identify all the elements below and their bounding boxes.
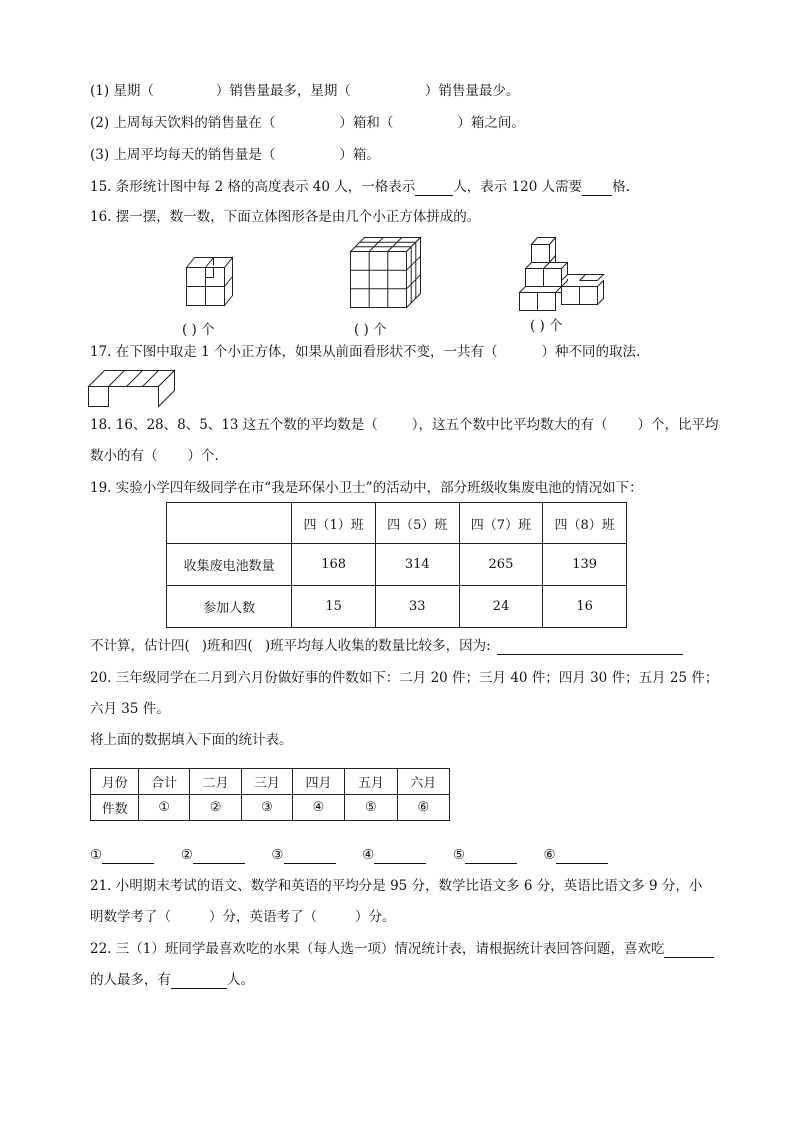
answer-blank[interactable] [415,181,453,196]
cube-row-figure [86,368,178,408]
cube-figure-2 [348,235,422,309]
answer-blank[interactable] [193,849,245,864]
question-20: 20. 三年级同学在二月到六月份做好事的件数如下：二月 20 件；三月 40 件；四月 30 件；五月 25 件； [90,670,719,686]
answer-blank[interactable] [171,974,227,989]
question-22: 22. 三（1）班同学最喜欢吃的水果（每人选一项）情况统计表，请根据统计表回答问题，喜欢吃 [90,940,714,958]
table-header-row: 月份 合计 二月 三月 四月 五月 六月 [91,769,450,795]
question-20-line-2: 六月 35 件。 [90,701,170,717]
cube-caption-2: ( ) 个 [354,322,387,338]
answer-blank[interactable] [582,181,612,196]
table-row: 收集废电池数量 168 314 265 139 [167,544,627,586]
question-19: 19. 实验小学四年级同学在市“我是环保小卫士”的活动中，部分班级收集废电池的情况如下： [90,480,643,496]
question-18: 18. 16、28、8、5、13 这五个数的平均数是（ ），这五个数中比平均数大的有（ ）个，比平均 [90,417,719,433]
question-21-line-2: 明数学考了（ ）分，英语考了（ ）分。 [90,909,396,925]
question-16: 16. 摆一摆，数一数，下面立体图形各是由几个小正方体拼成的。 [90,209,481,225]
answer-blank[interactable] [497,640,683,655]
cube-figure-3 [517,234,609,312]
answer-blank[interactable] [465,849,517,864]
q14-item-1: (1) 星期（ ）销售量最多，星期（ ）销售量最少。 [90,83,520,99]
table-header-row: 四（1）班 四（5）班 四（7）班 四（8）班 [167,503,627,544]
answer-blank[interactable] [374,849,426,864]
question-17: 17. 在下图中取走 1 个小正方体，如果从前面看形状不变，一共有（ ）种不同的取法. [90,344,641,360]
answer-blank[interactable] [284,849,336,864]
question-20-answers: ① ② ③ ④ ⑤ ⑥ [90,846,608,864]
question-21: 21. 小明期末考试的语文、数学和英语的平均分是 95 分，数学比语文多 6 分，英语比语文多 9 分，小 [90,878,703,894]
cube-caption-3: ( ) 个 [530,318,563,334]
answer-blank[interactable] [102,849,154,864]
question-15: 15. 条形统计图中每 2 格的高度表示 40 人，一格表示 人，表示 120 人需要 格. [90,179,630,195]
q14-item-2: (2) 上周每天饮料的销售量在（ ）箱和（ ）箱之间。 [90,115,525,131]
good-deeds-table [90,768,450,821]
cube-figure-1 [184,255,236,307]
question-22-line-2: 的人最多，有 人。 [90,972,254,988]
answer-blank[interactable] [556,849,608,864]
battery-table [166,502,627,628]
answer-blank[interactable] [664,943,714,958]
table-row: 参加人数 15 33 24 16 [167,586,627,628]
cube-caption-1: ( ) 个 [182,322,215,338]
table-row: 件数 ① ② ③ ④ ⑤ ⑥ [91,795,450,821]
question-20-instruction: 将上面的数据填入下面的统计表。 [90,732,293,748]
question-19-follow-up: 不计算，估计四( )班和四( )班平均每人收集的数量比较多，因为: [90,637,683,655]
question-18-line-2: 数小的有（ ）个. [90,448,219,464]
q14-item-3: (3) 上周平均每天的销售量是（ ）箱。 [90,147,380,163]
